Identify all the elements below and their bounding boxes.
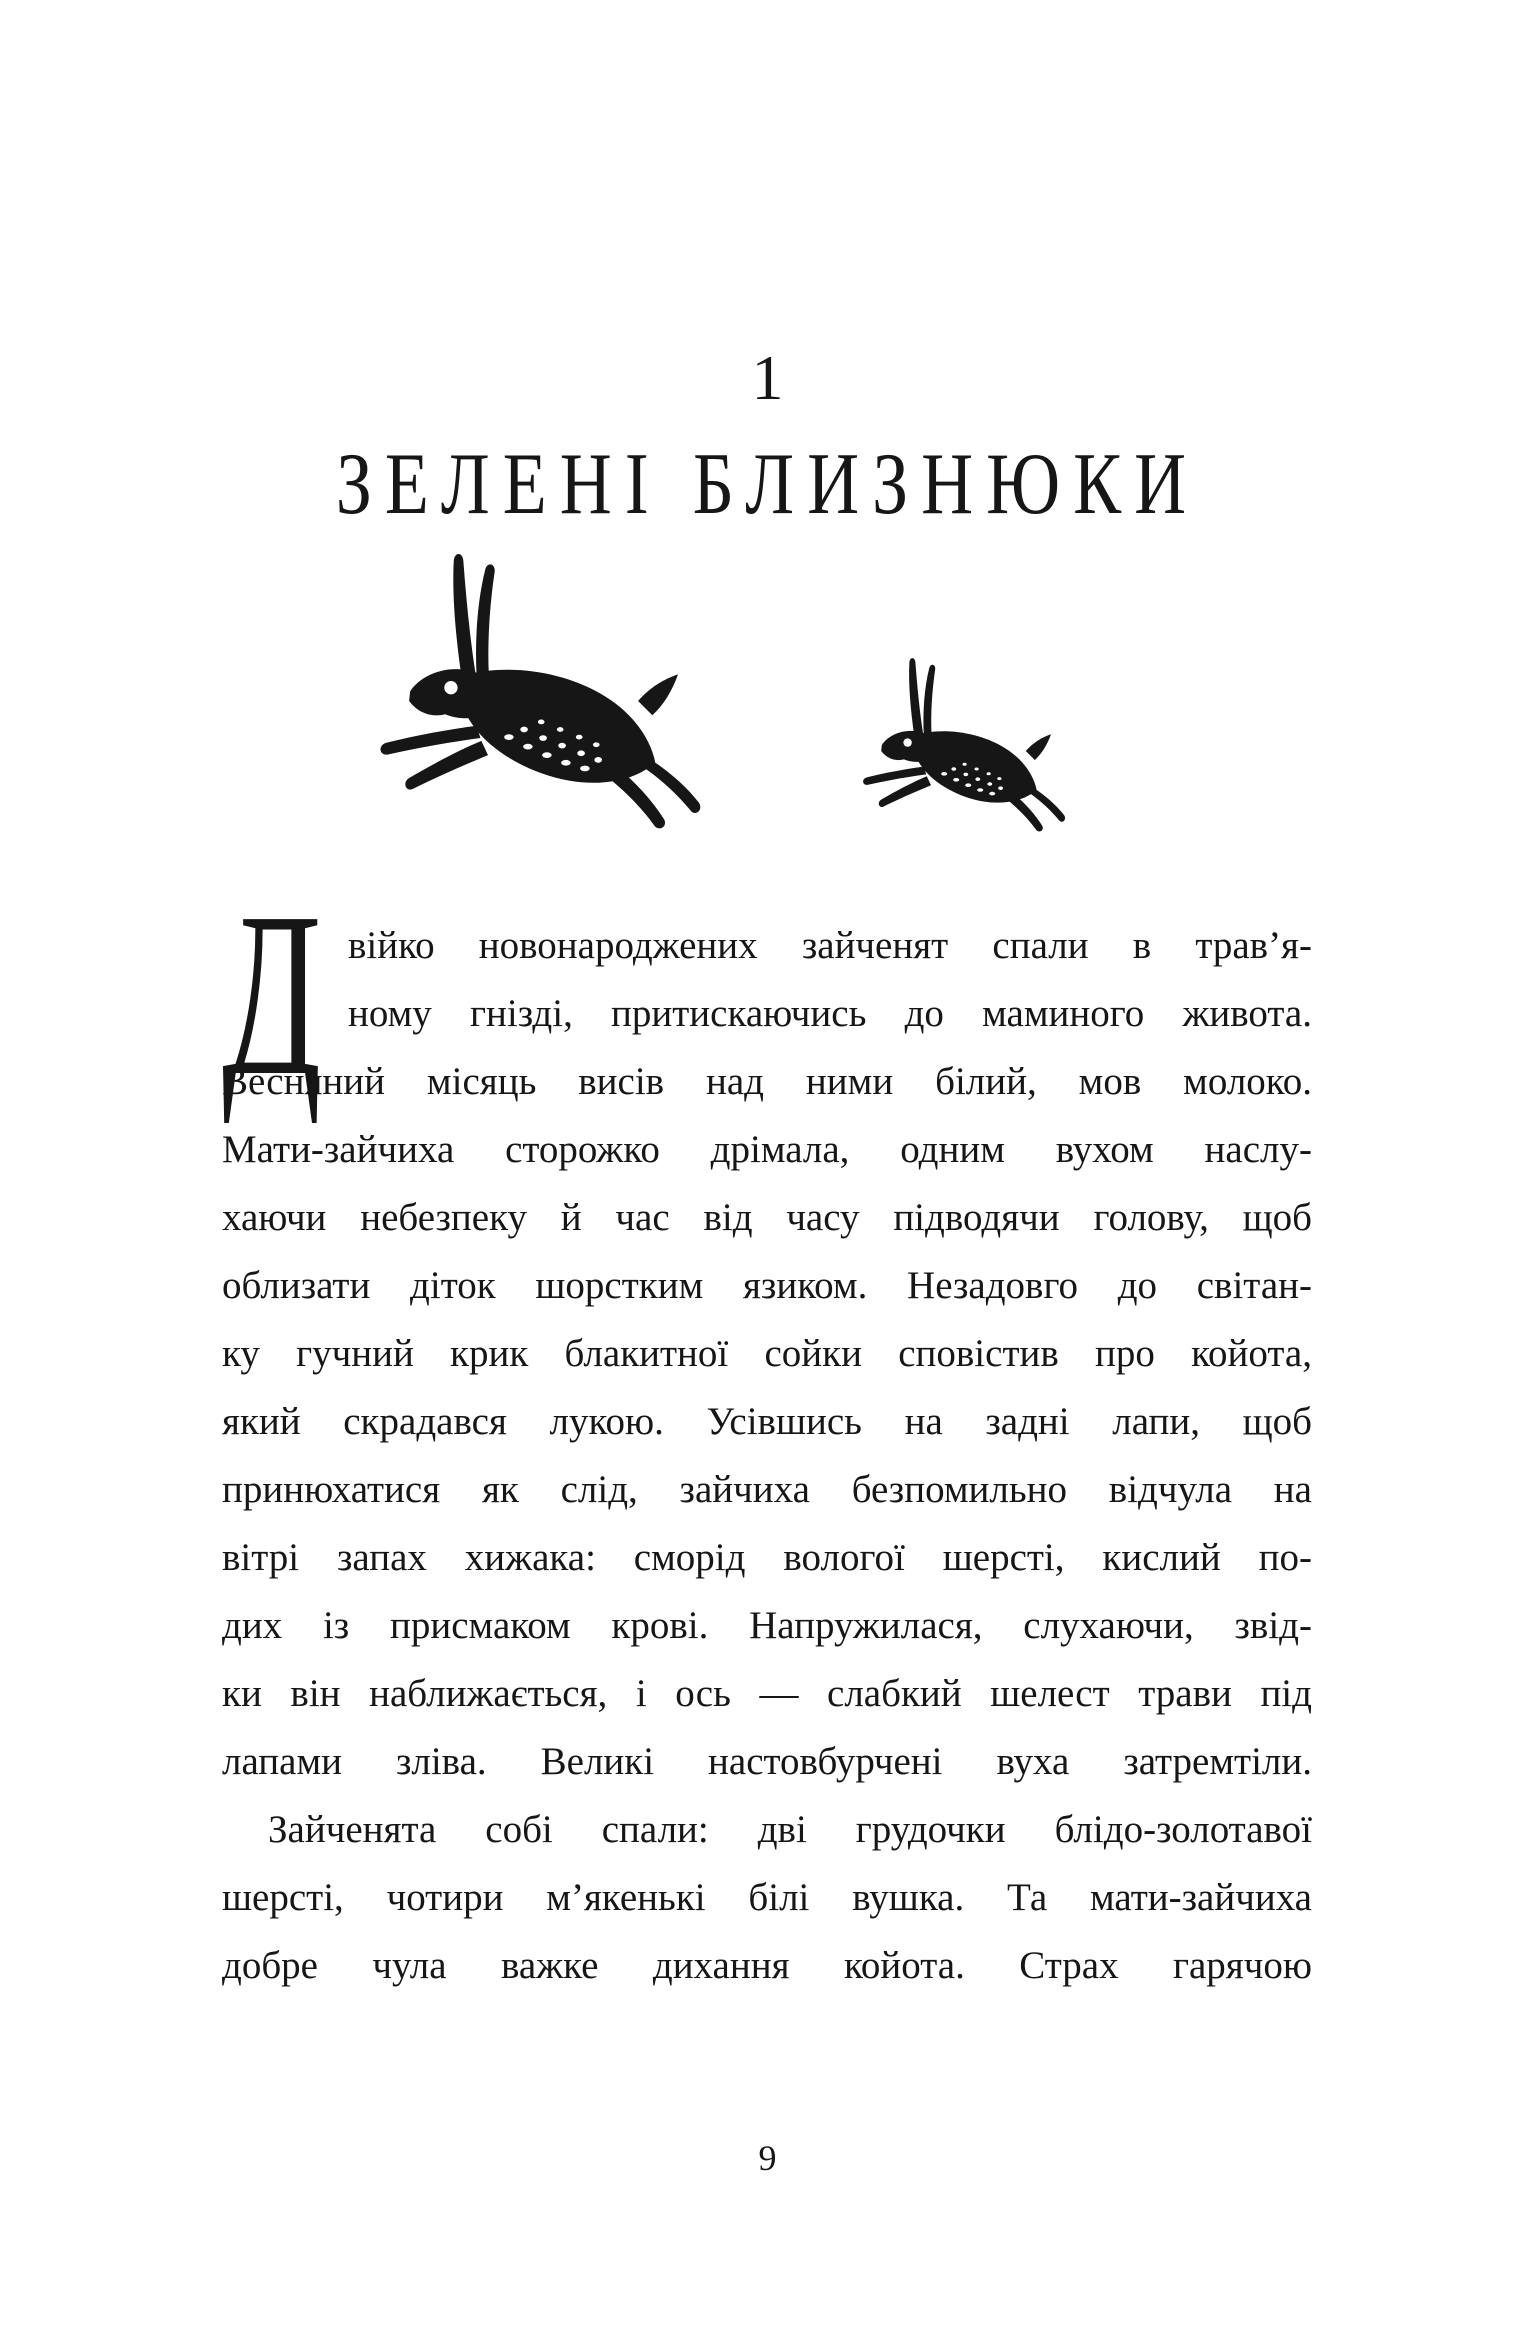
text-line: лапами зліва. Великі настовбурчені вуха затремтіли. — [222, 1740, 1312, 1783]
text-line: хаючи небезпеку й час від часу підводячи голову, щоб — [222, 1196, 1312, 1239]
drop-cap: Д — [222, 864, 322, 1124]
text-line: війко новонароджених зайченят спали в трав’я- — [348, 924, 1312, 967]
chapter-number: 1 — [751, 342, 784, 413]
two-leaping-hares-illustration — [225, 545, 1310, 865]
text-line: принюхатися як слід, зайчиха безпомильно відчула на — [222, 1468, 1312, 1511]
paragraph — [222, 1796, 1312, 2000]
text-line: Мати-зайчиха сторожко дрімала, одним вухом наслу- — [222, 1128, 1312, 1171]
text-line: ки він наближається, і ось — слабкий шелест трави під — [222, 1672, 1312, 1715]
text-line: шерсті, чотири м’якенькі білі вушка. Та мати-зайчиха — [222, 1876, 1312, 1919]
page-number: 9 — [758, 2138, 777, 2178]
text-line: вітрі запах хижака: сморід вологої шерсті, кислий по- — [222, 1536, 1312, 1579]
text-line: ному гнізді, притискаючись до маминого живота. — [348, 992, 1312, 1035]
body-text — [222, 864, 1312, 2000]
paragraph — [222, 864, 1312, 1796]
chapter-title — [0, 435, 1535, 533]
text-line: Весняний місяць висів над ними білий, мов молоко. — [222, 1060, 1312, 1103]
chapter-title-text: ЗЕЛЕНІ БЛИЗНЮКИ — [335, 435, 1200, 533]
text-line: Зайченята собі спали: дві грудочки блідо-золотавої — [268, 1808, 1312, 1851]
text-line: облизати діток шорстким язиком. Незадовго до світан- — [222, 1264, 1312, 1307]
text-line: дих із присмаком крові. Напружилася, слухаючи, звід- — [222, 1604, 1312, 1647]
text-line: ку гучний крик блакитної сойки сповістив про койота, — [222, 1332, 1312, 1375]
text-line: який скрадався лукою. Усівшись на задні лапи, щоб — [222, 1400, 1312, 1443]
text-line: добре чула важке дихання койота. Страх гарячою — [222, 1944, 1312, 1987]
